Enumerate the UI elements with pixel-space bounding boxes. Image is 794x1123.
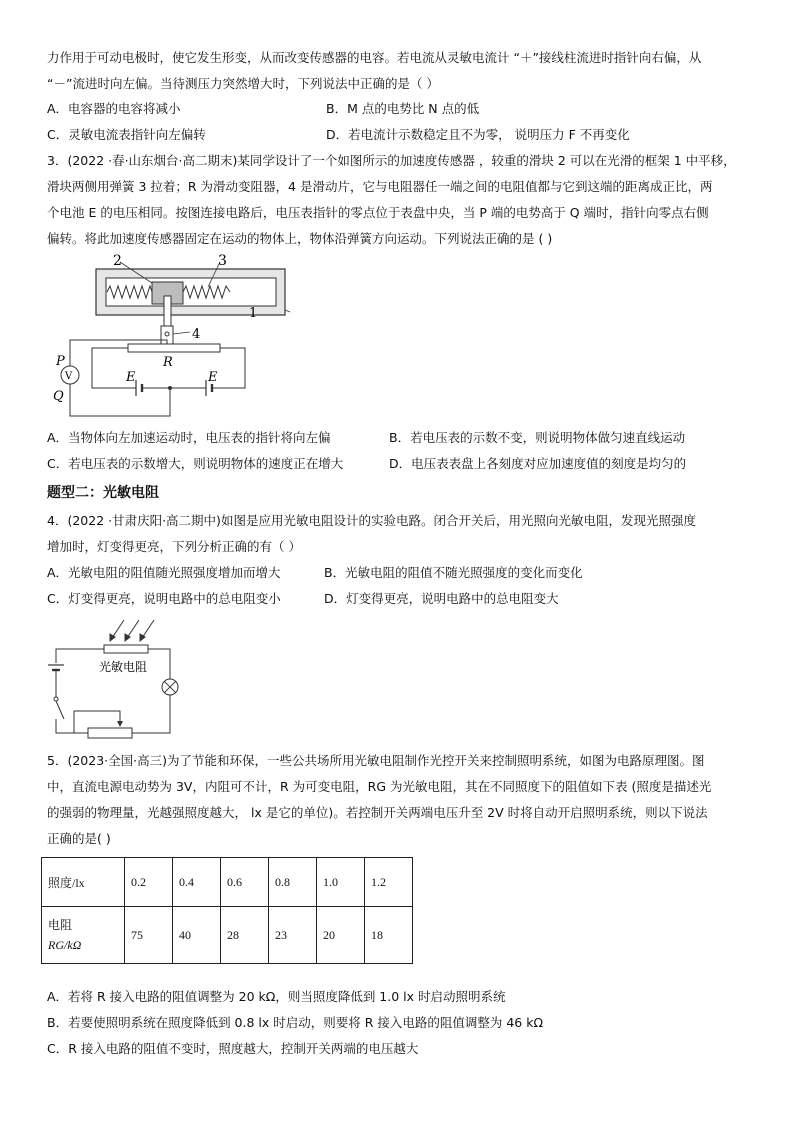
q5-line-3: 的强弱的物理量，光越强照度越大， lx 是它的单位)。若控制开关两端电压升至 2V 时将自动开启照明系统，则以下说法 (47, 805, 708, 820)
table-cell: 20 (317, 907, 365, 964)
accelerometer-circuit-figure (40, 250, 280, 420)
switch-blade (56, 701, 64, 719)
table-cell: 23 (269, 907, 317, 964)
q4-line-1: 4．(2022 ·甘肃庆阳·高二期中)如图是应用光敏电阻设计的实验电路。闭合开关后，用光照向光敏电阻，发现光照强度 (47, 513, 696, 528)
q4-option-a: A．光敏电阻的阻值随光照强度增加而增大 (47, 565, 281, 580)
q3-option-d: D．电压表表盘上各刻度对应加速度值的刻度是均匀的 (389, 456, 687, 471)
q5-option-a: A．若将 R 接入电路的阻值调整为 20 kΩ，则当照度降低到 1.0 lx 时启动照明系统 (47, 989, 506, 1004)
table-header-resistance: 电阻 (48, 918, 73, 932)
label-e1: E (126, 370, 136, 385)
rheostat (128, 344, 220, 352)
q3-option-a: A．当物体向左加速运动时，电压表的指针将向左偏 (47, 430, 331, 445)
table-cell: 0.6 (221, 858, 269, 907)
q3-line-2: 滑块两侧用弹簧 3 拉着；R 为滑动变阻器，4 是滑动片，它与电阻器任一端之间的电阻值都与它到这端的距离成正比，两 (47, 179, 713, 194)
table-cell: 0.8 (269, 858, 317, 907)
label-1: 1 (249, 306, 258, 321)
table-row (42, 907, 413, 964)
label-4: 4 (192, 327, 201, 342)
table-cell: 28 (221, 907, 269, 964)
q3-option-c: C．若电压表的示数增大，则说明物体的速度正在增大 (47, 456, 344, 471)
q5-option-b: B．若要使照明系统在照度降低到 0.8 lx 时启动，则要将 R 接入电路的阻值调整为 46 kΩ (47, 1015, 544, 1030)
q3-line-3: 个电池 E 的电压相同。按图连接电路后，电压表指针的零点位于表盘中央，当 P 端的电势高于 Q 端时，指针向零点右侧 (47, 205, 709, 220)
table-header-resistance-unit: RG/kΩ (48, 938, 82, 952)
table-row (42, 858, 413, 907)
q4-option-d: D．灯变得更亮，说明电路中的总电阻变大 (324, 591, 559, 606)
label-v: V (65, 371, 73, 382)
intro-option-a: A．电容器的电容将减小 (47, 101, 181, 116)
table-cell: 0.2 (125, 858, 173, 907)
label-e2: E (208, 370, 218, 385)
q3-option-b: B．若电压表的示数不变，则说明物体做匀速直线运动 (389, 430, 686, 445)
q4-line-2: 增加时，灯变得更亮，下列分析正确的有（ ） (47, 539, 301, 554)
intro-option-c: C．灵敏电流表指针向左偏转 (47, 127, 206, 142)
switch-contact (54, 697, 58, 701)
label-q: Q (53, 389, 64, 404)
label-3: 3 (218, 253, 227, 269)
table-cell: 0.4 (173, 858, 221, 907)
intro-option-d: D．若电流计示数稳定且不为零， 说明压力 F 不再变化 (326, 127, 630, 142)
section-heading: 题型二：光敏电阻 (47, 485, 159, 501)
rheostat-lower (88, 728, 132, 738)
q4-option-c: C．灯变得更亮，说明电路中的总电阻变小 (47, 591, 281, 606)
photoresistor-label: 光敏电阻 (99, 660, 148, 674)
q5-line-1: 5．(2023·全国·高三)为了节能和环保，一些公共场所用光敏电阻制作光控开关来控制照明系统，如图为电路原理图。图 (47, 753, 705, 768)
label-p: P (56, 354, 65, 369)
label-r: R (163, 355, 173, 370)
intro-line-2: “－”流进时向左偏。当待测压力突然增大时，下列说法中正确的是（ ） (47, 76, 439, 91)
q5-option-c: C．R 接入电路的阻值不变时，照度越大，控制开关两端的电压越大 (47, 1041, 419, 1056)
table-cell: 75 (125, 907, 173, 964)
label-2: 2 (113, 253, 122, 269)
q4-option-b: B．光敏电阻的阻值不随光照强度的变化而变化 (324, 565, 583, 580)
photoresistor-circuit-figure (44, 615, 184, 740)
q5-line-2: 中，直流电源电动势为 3V，内阻可不计，R 为可变电阻，RG 为光敏电阻，其在不同照度下的阻值如下表 (照度是描述光 (47, 779, 712, 794)
table-header-illuminance: 照度/lx (42, 858, 125, 907)
table-cell: 18 (365, 907, 413, 964)
table-cell: 40 (173, 907, 221, 964)
q5-line-4: 正确的是( ) (47, 831, 111, 846)
photoresistor (104, 645, 148, 653)
q3-line-1: 3．(2022 ·春·山东烟台·高二期末)某同学设计了一个如图所示的加速度传感器 ，较重的滑块 2 可以在光滑的框架 1 中平移， (47, 153, 736, 168)
table-cell: 1.2 (365, 858, 413, 907)
intro-line-1: 力作用于可动电极时，使它发生形变，从而改变传感器的电容。若电流从灵敏电流计 “＋”接线柱流进时指针向右偏，从 (47, 50, 702, 65)
intro-option-b: B．M 点的电势比 N 点的低 (326, 101, 480, 116)
illuminance-resistance-table (41, 857, 413, 964)
table-cell: 1.0 (317, 858, 365, 907)
q3-line-4: 偏转。将此加速度传感器固定在运动的物体上，物体沿弹簧方向运动。下列说法正确的是 ( ) (47, 231, 553, 246)
